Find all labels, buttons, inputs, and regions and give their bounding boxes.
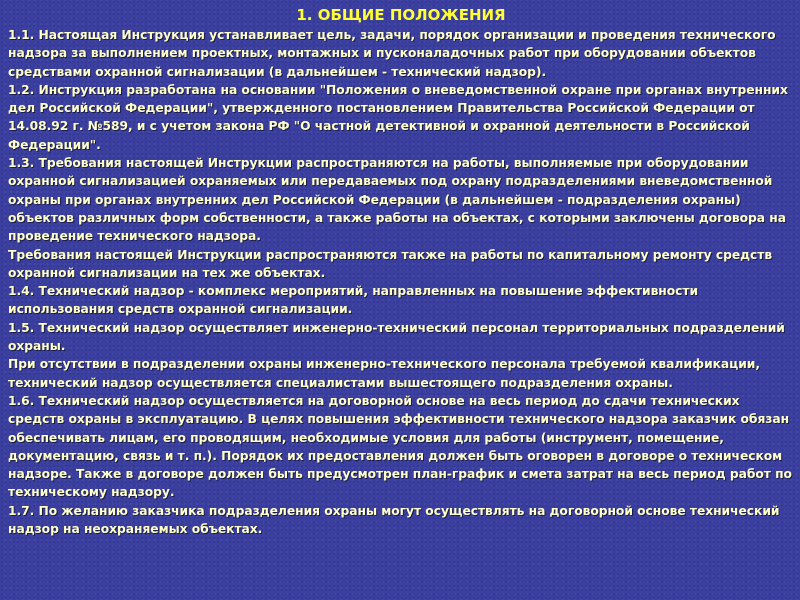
paragraph-1-5: 1.5. Технический надзор осуществляет инженерно-технический персонал территориальных подразделений охраны. <box>8 320 785 354</box>
paragraph-1-3-continued: Требования настоящей Инструкции распространяются также на работы по капитальному ремонту средств охранной сигнализации на тех же объектах. <box>8 247 773 280</box>
paragraph-1-4: 1.4. Технический надзор - комплекс мероприятий, направленных на повышение эффективности использования средств охранной сигнализации. <box>8 284 699 317</box>
paragraph-1-3: 1.3. Требования настоящей Инструкции распространяются на работы, выполняемые при оборудовании охранной сигнализацией охраняемых или передаваемых под охрану подразделениями вневедомственной охраны при органах внутренних дел Российской Федерации (в дальнейшем - подразделения охраны) объектов различных форм собственности, а также работы на объектах, с которыми заключены договора на проведение технического надзора. <box>8 156 786 244</box>
paragraph-1-2: 1.2. Инструкция разработана на основании "Положения о вневедомственной охране при органах внутренних дел Российской Федерации", утвержденного постановлением Правительства Российской Федерации от 14.08.92 г. №589, и с учетом закона РФ "О частной детективной и охранной деятельности в Российской Федерации". <box>8 82 788 152</box>
paragraph-1-6: 1.6. Технический надзор осуществляется на договорной основе на весь период до сдачи технических средств охраны в эксплуатацию. В целях повышения эффективности технического надзора заказчик обязан обеспечивать лицам, его проводящим, необходимые условия для работы (инструмент, помещение, документацию, связь и т. п.). Порядок их предоставления должен быть оговорен в договоре о техническом надзоре. Также в договоре должен быть предусмотрен план-график и смета затрат на весь период работ по техническому надзору. <box>8 393 792 500</box>
paragraph-1-7: 1.7. По желанию заказчика подразделения охраны могут осуществлять на договорной основе технический надзор на неохраняемых объектах. <box>8 503 780 537</box>
instruction-body <box>8 26 794 538</box>
section-title: 1. ОБЩИЕ ПОЛОЖЕНИЯ <box>296 6 506 24</box>
paragraph-1-5-continued: При отсутствии в подразделении охраны инженерно-технического персонала требуемой квалификации, технический надзор осуществляется специалистами вышестоящего подразделения охраны. <box>8 357 760 390</box>
paragraph-1-1: 1.1. Настоящая Инструкция устанавливает цель, задачи, порядок организации и проведения технического надзора за выполнением проектных, монтажных и пусконаладочных работ при оборудовании объектов средствами охранной сигнализации (в дальнейшем - технический надзор). <box>8 28 776 79</box>
